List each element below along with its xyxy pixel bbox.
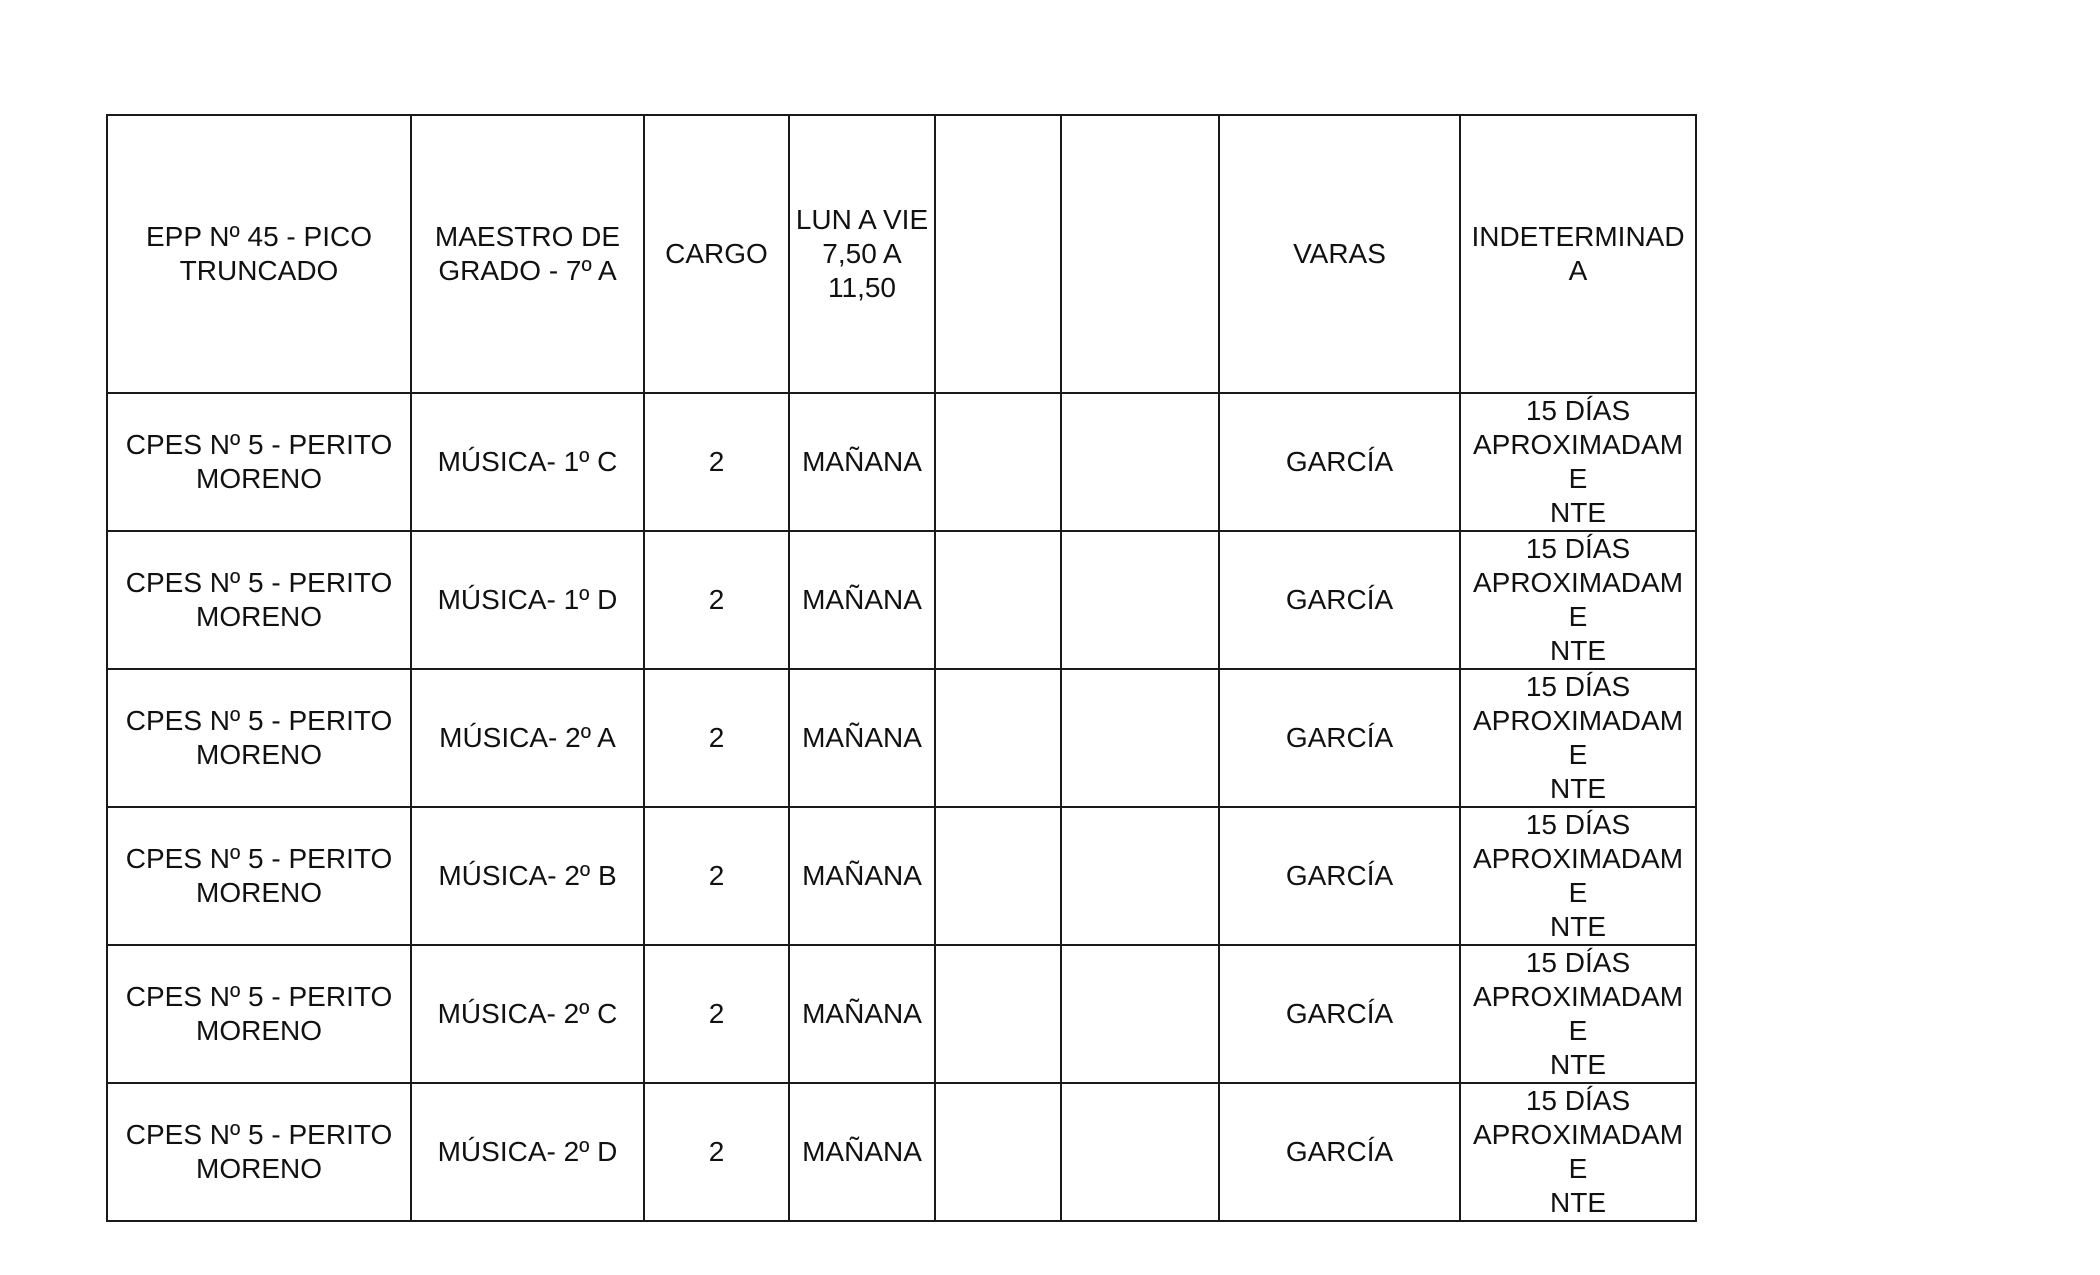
cell-hours: 2 — [644, 669, 789, 807]
cell-school — [107, 1083, 411, 1221]
cell-schedule: MAÑANA — [789, 393, 935, 531]
cell-school-line: MORENO — [196, 739, 322, 770]
cell-duration-line: NTE — [1550, 1049, 1606, 1080]
cell-school-line: EPP Nº 45 - PICO — [145, 221, 372, 252]
cell-hours: 2 — [644, 393, 789, 531]
cell-school-line: MORENO — [196, 1153, 322, 1184]
table-row — [107, 115, 1696, 393]
cell-empty — [1061, 115, 1219, 393]
cell-empty — [1061, 669, 1219, 807]
cell-hours: 2 — [644, 945, 789, 1083]
cell-position: MÚSICA- 1º C — [411, 393, 644, 531]
cell-duration-line: 15 DÍAS — [1525, 947, 1631, 978]
cell-duration-line: APROXIMADAME — [1472, 429, 1684, 494]
cell-school-line: TRUNCADO — [179, 255, 339, 286]
cell-schedule-line: LUN A VIE — [795, 204, 929, 235]
cell-schedule-line: 7,50 A — [822, 238, 902, 269]
cell-schedule: MAÑANA — [789, 807, 935, 945]
cell-empty — [1061, 1083, 1219, 1221]
cell-school — [107, 115, 411, 393]
cell-hours: 2 — [644, 807, 789, 945]
cell-position: MÚSICA- 2º C — [411, 945, 644, 1083]
cell-duration — [1460, 1083, 1696, 1221]
cell-duration-line: NTE — [1550, 773, 1606, 804]
cell-duration-line: APROXIMADAME — [1472, 705, 1684, 770]
cell-school-line: CPES Nº 5 - PERITO — [125, 843, 393, 874]
cell-duration-line: 15 DÍAS — [1525, 533, 1631, 564]
table-row — [107, 531, 1696, 669]
cell-empty — [935, 115, 1061, 393]
cell-empty — [935, 393, 1061, 531]
cell-empty — [1061, 945, 1219, 1083]
table-row — [107, 393, 1696, 531]
cell-duration — [1460, 393, 1696, 531]
cell-duration-line: APROXIMADAME — [1472, 981, 1684, 1046]
cell-duration-line: 15 DÍAS — [1525, 671, 1631, 702]
cell-position: MÚSICA- 2º B — [411, 807, 644, 945]
cell-duration-line: 15 DÍAS — [1525, 1085, 1631, 1116]
cell-hours: 2 — [644, 1083, 789, 1221]
cell-teacher: GARCÍA — [1219, 531, 1460, 669]
cell-duration-line: NTE — [1550, 497, 1606, 528]
cell-duration-line: 15 DÍAS — [1525, 395, 1631, 426]
table-row — [107, 807, 1696, 945]
cell-school-line: CPES Nº 5 - PERITO — [125, 567, 393, 598]
cell-duration-line: NTE — [1550, 635, 1606, 666]
cell-empty — [935, 807, 1061, 945]
cell-empty — [1061, 393, 1219, 531]
cell-schedule: MAÑANA — [789, 945, 935, 1083]
table-row — [107, 1083, 1696, 1221]
cell-school — [107, 531, 411, 669]
cell-schedule: MAÑANA — [789, 1083, 935, 1221]
cell-schedule — [789, 115, 935, 393]
cell-duration-line: 15 DÍAS — [1525, 809, 1631, 840]
cell-empty — [1061, 807, 1219, 945]
cell-teacher: VARAS — [1219, 115, 1460, 393]
table-row — [107, 945, 1696, 1083]
cell-school — [107, 945, 411, 1083]
cell-teacher: GARCÍA — [1219, 807, 1460, 945]
cell-empty — [1061, 531, 1219, 669]
cell-position: MÚSICA- 2º A — [411, 669, 644, 807]
cell-duration-line: APROXIMADAME — [1472, 567, 1684, 632]
vacancy-table — [106, 114, 1697, 1222]
cell-position: MÚSICA- 2º D — [411, 1083, 644, 1221]
cell-duration-line: APROXIMADAME — [1472, 1119, 1684, 1184]
cell-position-line: MAESTRO DE — [434, 221, 621, 252]
cell-school — [107, 669, 411, 807]
cell-position: MÚSICA- 1º D — [411, 531, 644, 669]
cell-empty — [935, 669, 1061, 807]
cell-duration-line: NTE — [1550, 1187, 1606, 1218]
cell-school-line: MORENO — [196, 601, 322, 632]
cell-school — [107, 393, 411, 531]
cell-teacher: GARCÍA — [1219, 393, 1460, 531]
cell-empty — [935, 1083, 1061, 1221]
cell-hours: CARGO — [644, 115, 789, 393]
cell-duration — [1460, 807, 1696, 945]
cell-position-line: GRADO - 7º A — [438, 255, 617, 286]
cell-school-line: MORENO — [196, 877, 322, 908]
cell-teacher: GARCÍA — [1219, 945, 1460, 1083]
cell-position — [411, 115, 644, 393]
cell-school-line: MORENO — [196, 1015, 322, 1046]
cell-schedule: MAÑANA — [789, 669, 935, 807]
cell-duration — [1460, 531, 1696, 669]
cell-school-line: CPES Nº 5 - PERITO — [125, 429, 393, 460]
cell-empty — [935, 945, 1061, 1083]
cell-school-line: MORENO — [196, 463, 322, 494]
cell-hours: 2 — [644, 531, 789, 669]
cell-school-line: CPES Nº 5 - PERITO — [125, 1119, 393, 1150]
cell-duration — [1460, 945, 1696, 1083]
cell-teacher: GARCÍA — [1219, 1083, 1460, 1221]
cell-schedule-line: 11,50 — [828, 272, 896, 303]
cell-teacher: GARCÍA — [1219, 669, 1460, 807]
cell-duration — [1460, 669, 1696, 807]
cell-empty — [935, 531, 1061, 669]
cell-school-line: CPES Nº 5 - PERITO — [125, 981, 393, 1012]
cell-school — [107, 807, 411, 945]
cell-schedule: MAÑANA — [789, 531, 935, 669]
cell-school-line: CPES Nº 5 - PERITO — [125, 705, 393, 736]
cell-duration-line: INDETERMINADA — [1471, 221, 1685, 286]
cell-duration — [1460, 115, 1696, 393]
table-row — [107, 669, 1696, 807]
cell-duration-line: APROXIMADAME — [1472, 843, 1684, 908]
cell-duration-line: NTE — [1550, 911, 1606, 942]
